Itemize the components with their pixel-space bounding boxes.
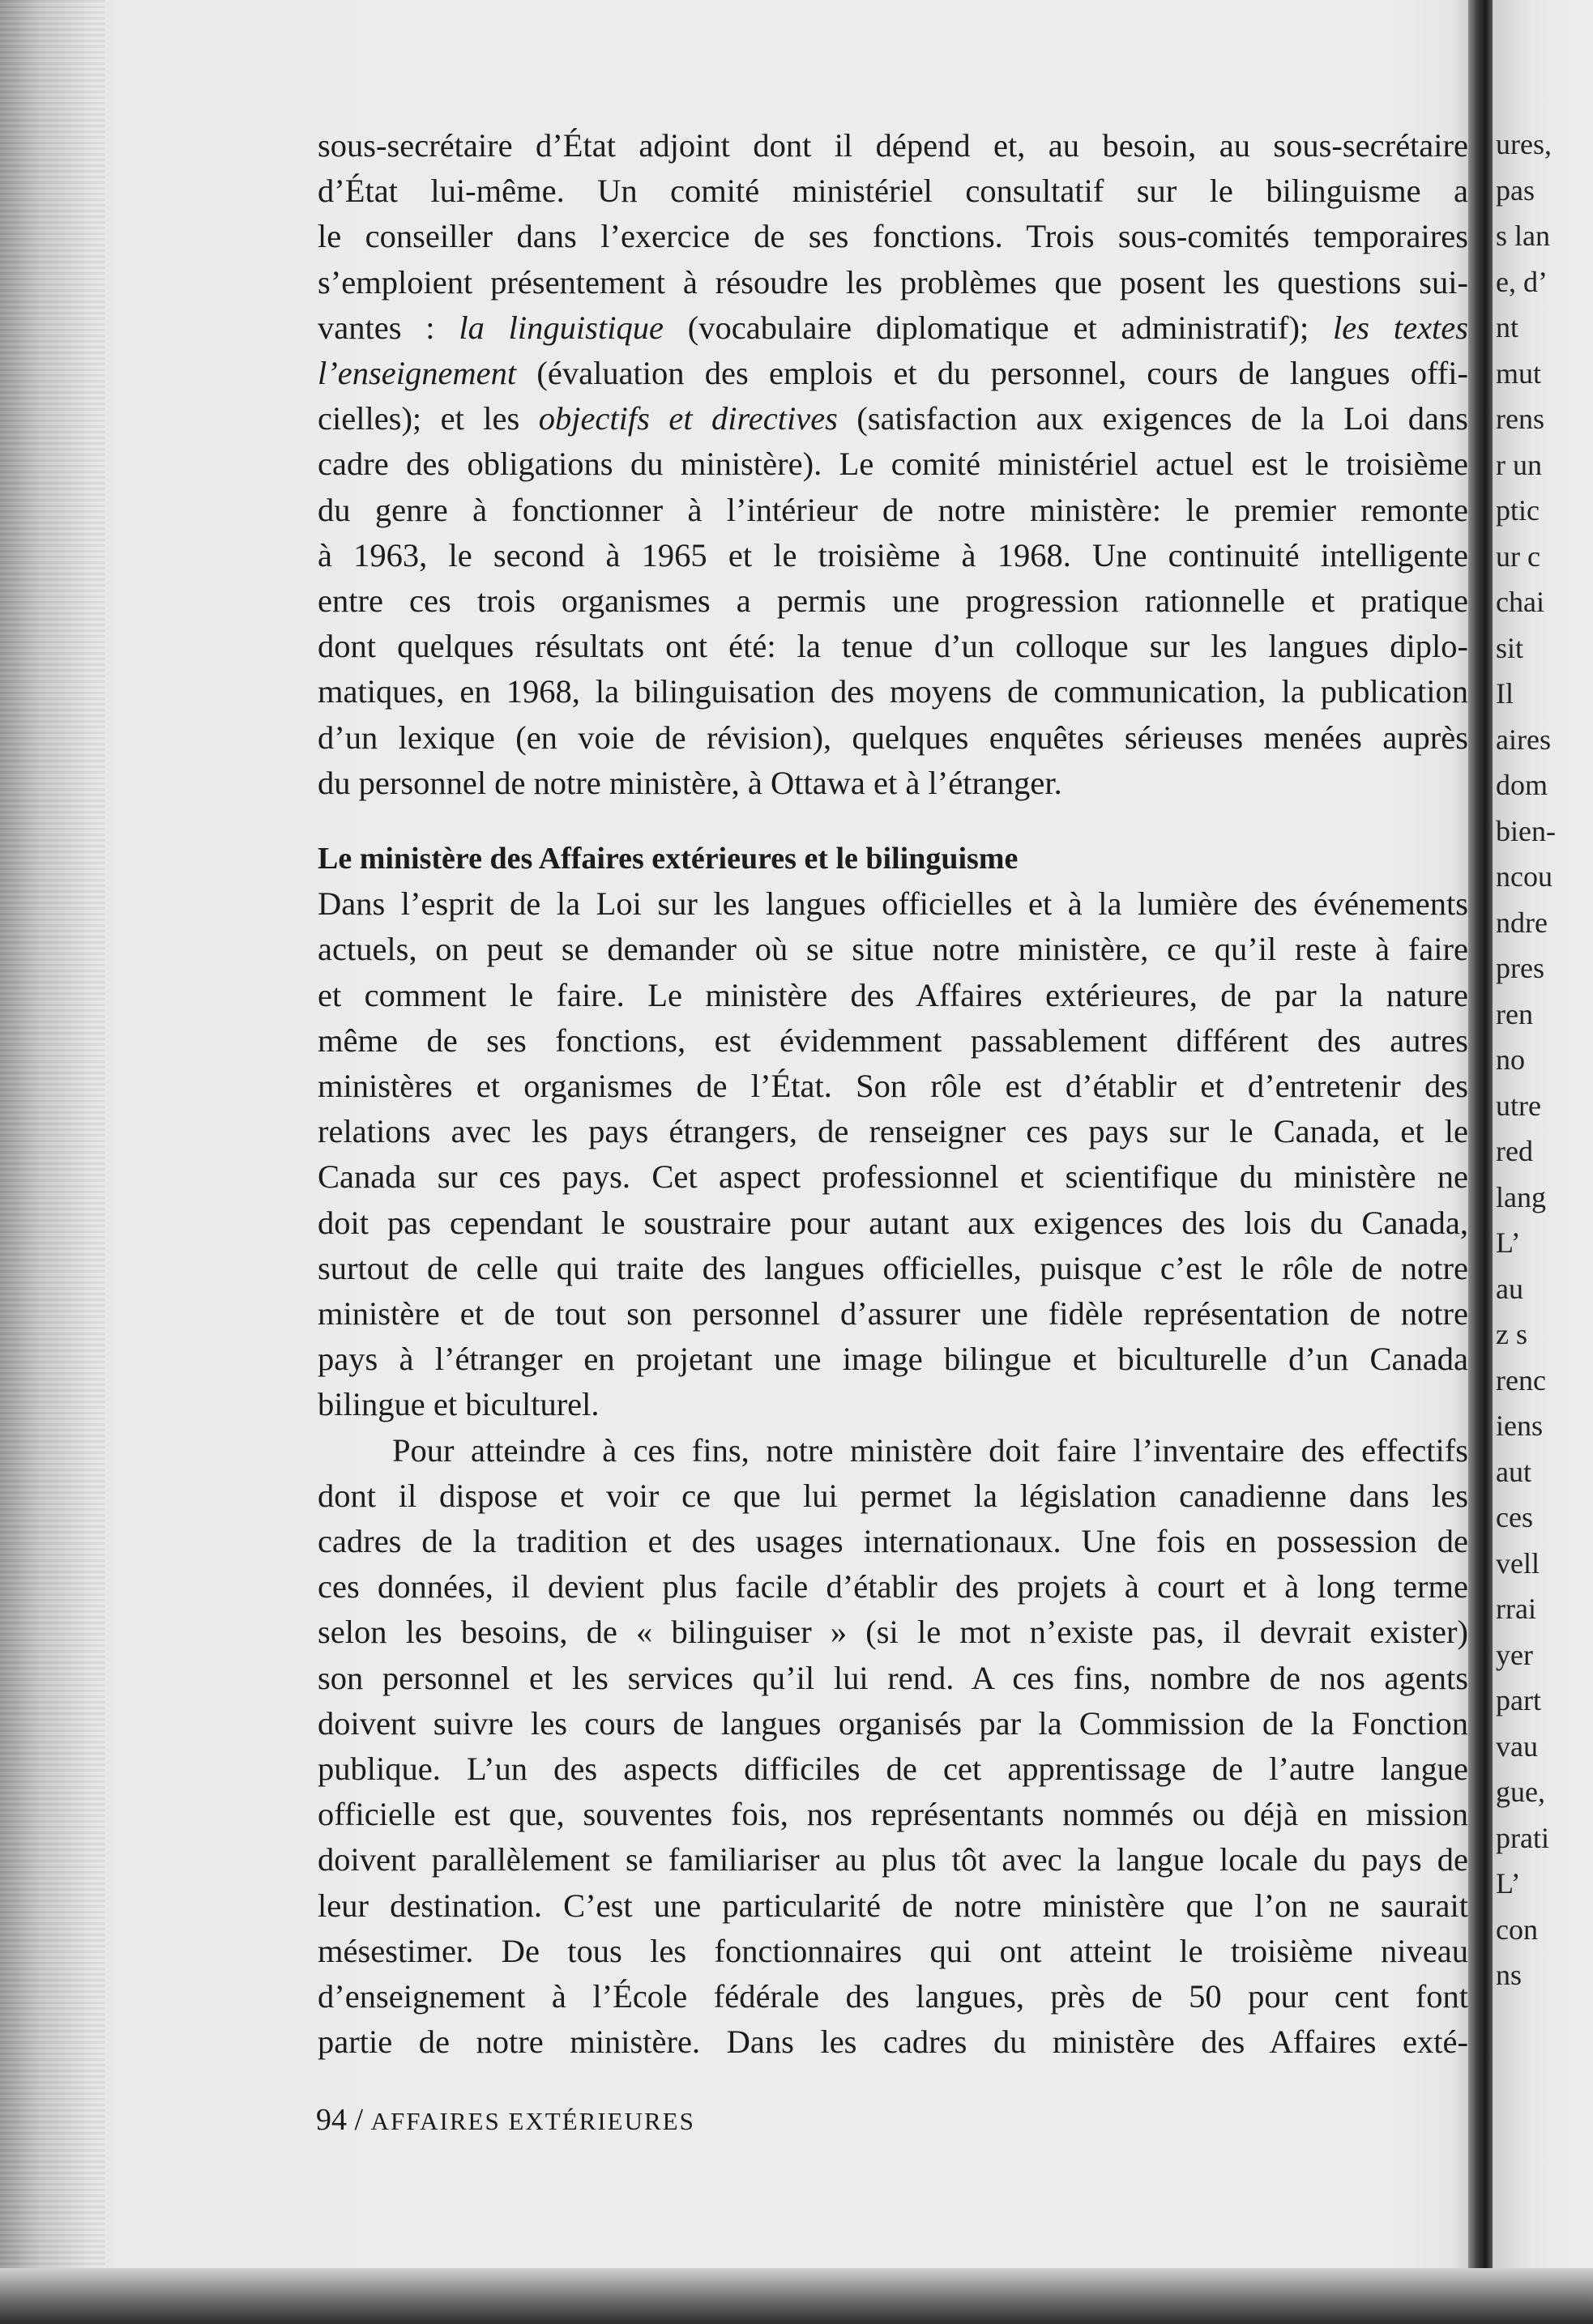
- text-segment: cielles); et les: [318, 400, 539, 437]
- text-segment: entre ces trois organismes a permis une progression rationnelle et pratique: [318, 582, 1468, 619]
- facing-page-text-fragment: rrai: [1496, 1593, 1536, 1625]
- text-segment: selon les besoins, de « bilinguiser » (si le mot n’existe pas, il devrait exister): [318, 1614, 1468, 1651]
- facing-page-text-fragment: r un: [1496, 448, 1542, 481]
- text-line: [318, 1701, 1468, 1746]
- text-segment: pays à l’étranger en projetant une image bilingue et biculturelle d’un Canada: [318, 1341, 1468, 1378]
- text-line: [318, 1883, 1468, 1929]
- text-segment: officielle est que, souventes fois, nos représentants nommés ou déjà en mission: [318, 1796, 1468, 1833]
- facing-page-text-fragment: prati: [1496, 1821, 1549, 1854]
- text-segment: Pour atteindre à ces fins, notre ministère doit faire l’inventaire des effectifs: [392, 1431, 1468, 1469]
- text-segment: et comment le faire. Le ministère des Affaires extérieures, de par la nature: [318, 976, 1468, 1013]
- text-segment: ministères et organismes de l’État. Son rôle est d’établir et d’entretenir des: [318, 1068, 1468, 1104]
- text-line: [318, 761, 1062, 806]
- text-segment: Dans l’esprit de la Loi sur les langues officielles et à la lumière des événements: [318, 885, 1468, 923]
- facing-page-text-fragment: ren: [1496, 997, 1533, 1030]
- facing-page-text-fragment: aut: [1496, 1455, 1531, 1488]
- text-line: [318, 1291, 1468, 1337]
- text-line: [318, 927, 1468, 972]
- text-line: [318, 578, 1468, 624]
- text-line: [318, 1519, 1468, 1564]
- footer-separator: /: [347, 2103, 371, 2137]
- text-line: [318, 1929, 1468, 1974]
- text-segment: partie de notre ministère. Dans les cadres du ministère des Affaires exté-: [318, 2023, 1468, 2061]
- facing-page-text-fragment: yer: [1496, 1638, 1533, 1671]
- facing-page-text-fragment: pas: [1496, 173, 1535, 207]
- italic-phrase: la linguistique: [459, 309, 664, 346]
- text-segment: d’État lui-même. Un comité ministériel consultatif sur le bilinguisme a: [318, 173, 1468, 210]
- facing-page-text-fragment: rens: [1496, 403, 1544, 435]
- text-segment: leur destination. C’est une particularité de notre ministère que l’on ne saurait: [318, 1887, 1468, 1924]
- text-line: [318, 1792, 1468, 1837]
- facing-page-text-fragment: ncou: [1496, 860, 1552, 893]
- italic-phrase: les textes: [1333, 309, 1468, 346]
- facing-page-text-fragment: pres: [1496, 952, 1544, 984]
- facing-page-text-fragment: red: [1496, 1135, 1533, 1167]
- text-line: [318, 305, 1468, 351]
- text-segment: bilingue et biculturel.: [318, 1386, 600, 1423]
- facing-page-text-fragment: nt: [1496, 311, 1519, 343]
- text-segment: s’emploient présentement à résoudre les problèmes que posent les questions sui-: [318, 263, 1468, 301]
- text-segment: sous-secrétaire d’État adjoint dont il dépend et, au besoin, au sous-secrétaire: [318, 127, 1468, 164]
- journal-title: AFFAIRES EXTÉRIEURES: [370, 2107, 695, 2135]
- facing-page-text-fragment: gue,: [1496, 1776, 1545, 1808]
- page-bottom-edge: [0, 2268, 1593, 2324]
- facing-page-text-fragment: e, d’: [1496, 265, 1548, 298]
- text-line: [318, 881, 1468, 927]
- text-line: [318, 1837, 1468, 1883]
- text-line: [318, 488, 1468, 533]
- text-segment: publique. L’un des aspects difficiles de cet apprentissage de l’autre langue: [318, 1750, 1468, 1787]
- facing-page-text-fragment: L’: [1496, 1226, 1521, 1259]
- text-segment: ministère et de tout son personnel d’assurer une fidèle représentation de notre: [318, 1295, 1468, 1332]
- section-heading: [318, 836, 1018, 881]
- facing-page-text-fragment: bien-: [1496, 814, 1556, 847]
- text-segment: doivent suivre les cours de langues organisés par la Commission de la Fonction: [318, 1704, 1468, 1742]
- text-segment: d’enseignement à l’École fédérale des langues, près de 50 pour cent font: [318, 1978, 1468, 2015]
- text-line: [318, 123, 1468, 168]
- facing-page-text-fragment: no: [1496, 1043, 1525, 1076]
- text-segment: (vocabulaire diplomatique et administratif);: [663, 309, 1334, 346]
- text-line: [318, 1656, 1468, 1701]
- facing-page-text-fragment: part: [1496, 1684, 1541, 1716]
- facing-page-text-fragment: z s: [1496, 1318, 1527, 1350]
- text-line: [318, 1974, 1468, 2019]
- text-line: [318, 669, 1468, 714]
- facing-page-text-fragment: ces: [1496, 1501, 1533, 1533]
- text-segment: dont il dispose et voir ce que lui permet la législation canadienne dans les: [318, 1477, 1468, 1514]
- text-line: [318, 1746, 1468, 1792]
- italic-phrase: l’enseignement: [318, 355, 517, 391]
- facing-page-text-fragment: ptic: [1496, 494, 1540, 527]
- text-segment: mésestimer. De tous les fonctionnaires qui ont atteint le troisième niveau: [318, 1932, 1468, 1969]
- facing-page-text-fragment: sit: [1496, 631, 1524, 664]
- text-line: [318, 533, 1468, 578]
- facing-page-text-fragment: ndre: [1496, 906, 1548, 939]
- text-line: [318, 351, 1468, 396]
- text-line: [318, 1564, 1468, 1610]
- text-segment: Canada sur ces pays. Cet aspect professionnel et scientifique du ministère ne: [318, 1158, 1468, 1196]
- text-line: [318, 214, 1468, 259]
- facing-page-text-fragment: ur c: [1496, 539, 1540, 573]
- text-line: [318, 1200, 1468, 1246]
- text-line: [318, 1610, 1468, 1655]
- text-segment: dont quelques résultats ont été: la tenue d’un colloque sur les langues diplo-: [318, 628, 1468, 665]
- book-gutter-shadow: [1468, 0, 1493, 2324]
- facing-page-fragment: [1493, 0, 1593, 2324]
- text-segment: ces données, il devient plus facile d’établir des projets à court et à long terme: [318, 1568, 1468, 1605]
- facing-page-text-fragment: ns: [1496, 1959, 1523, 1991]
- text-line: [318, 1154, 1468, 1200]
- facing-page-text-fragment: utre: [1496, 1089, 1541, 1122]
- page-footer: [316, 2102, 695, 2138]
- text-segment: le conseiller dans l’exercice de ses fonctions. Trois sous-comités temporaires: [318, 218, 1468, 255]
- text-segment: (satisfaction aux exigences de la Loi dans: [837, 400, 1468, 437]
- facing-page-text-fragment: lang: [1496, 1180, 1546, 1213]
- text-segment: matiques, en 1968, la bilinguisation des moyens de communication, la publication: [318, 673, 1468, 710]
- facing-page-text-fragment: mut: [1496, 356, 1542, 390]
- text-segment: actuels, on peut se demander où se situe notre ministère, ce qu’il reste à faire: [318, 931, 1468, 968]
- text-line: [318, 1246, 1468, 1291]
- facing-page-text-fragment: con: [1496, 1913, 1538, 1946]
- text-line: [318, 1473, 1468, 1519]
- text-segment: d’un lexique (en voie de révision), quelques enquêtes sérieuses menées auprès: [318, 719, 1468, 756]
- text-segment: cadre des obligations du ministère). Le comité ministériel actuel est le troisième: [318, 446, 1468, 483]
- text-line: [318, 1018, 1468, 1064]
- text-line: [318, 1428, 1468, 1473]
- text-line: [318, 2019, 1468, 2065]
- italic-phrase: objectifs et directives: [538, 400, 838, 437]
- facing-page-text-fragment: Il: [1496, 677, 1514, 710]
- page-number: 94: [316, 2103, 347, 2137]
- text-segment: du personnel de notre ministère, à Ottawa et à l’étranger.: [318, 764, 1062, 801]
- text-line: [318, 260, 1468, 305]
- binding-shadow-left: [0, 0, 105, 2324]
- text-line: [318, 441, 1468, 487]
- text-segment: doivent parallèlement se familiariser au plus tôt avec la langue locale du pays de: [318, 1841, 1468, 1878]
- facing-page-text-fragment: dom: [1496, 769, 1548, 801]
- facing-page-text-fragment: renc: [1496, 1363, 1546, 1397]
- text-segment: à 1963, le second à 1965 et le troisième à 1968. Une continuité intelligente: [318, 536, 1468, 574]
- facing-page-text-fragment: ures,: [1496, 128, 1552, 160]
- text-line: [318, 1109, 1468, 1154]
- text-line: [318, 973, 1468, 1018]
- text-segment: son personnel et les services qu’il lui rend. A ces fins, nombre de nos agents: [318, 1659, 1468, 1696]
- text-segment: (évaluation des emplois et du personnel, cours de langues offi-: [516, 355, 1468, 391]
- text-segment: Le ministère des Affaires extérieures et le bilinguisme: [318, 842, 1019, 876]
- text-line: [318, 715, 1468, 761]
- text-segment: relations avec les pays étrangers, de renseigner ces pays sur le Canada, et le: [318, 1113, 1468, 1150]
- text-segment: surtout de celle qui traite des langues officielles, puisque c’est le rôle de notre: [318, 1249, 1468, 1286]
- facing-page-text-fragment: vau: [1496, 1729, 1538, 1763]
- facing-page-text-fragment: aires: [1496, 723, 1551, 756]
- facing-page-text-fragment: iens: [1496, 1409, 1543, 1442]
- text-line: [318, 168, 1468, 214]
- text-line: [318, 396, 1468, 441]
- text-segment: du genre à fonctionner à l’intérieur de notre ministère: le premier remonte: [318, 491, 1468, 528]
- text-segment: cadres de la tradition et des usages internationaux. Une fois en possession de: [318, 1523, 1468, 1559]
- text-line: [318, 1064, 1468, 1109]
- text-segment: vantes :: [318, 309, 459, 346]
- text-segment: même de ses fonctions, est évidemment passablement différent des autres: [318, 1021, 1468, 1059]
- facing-page-text-fragment: L’: [1496, 1867, 1521, 1900]
- facing-page-text-fragment: s lan: [1496, 220, 1550, 252]
- text-segment: doit pas cependant le soustraire pour autant aux exigences des lois du Canada,: [318, 1204, 1468, 1241]
- facing-page-text-fragment: au: [1496, 1272, 1523, 1305]
- text-line: [318, 1337, 1468, 1382]
- facing-page-text-fragment: chai: [1496, 586, 1544, 618]
- facing-page-text-fragment: vell: [1496, 1546, 1540, 1580]
- text-line: [318, 624, 1468, 669]
- text-line: [318, 1382, 600, 1427]
